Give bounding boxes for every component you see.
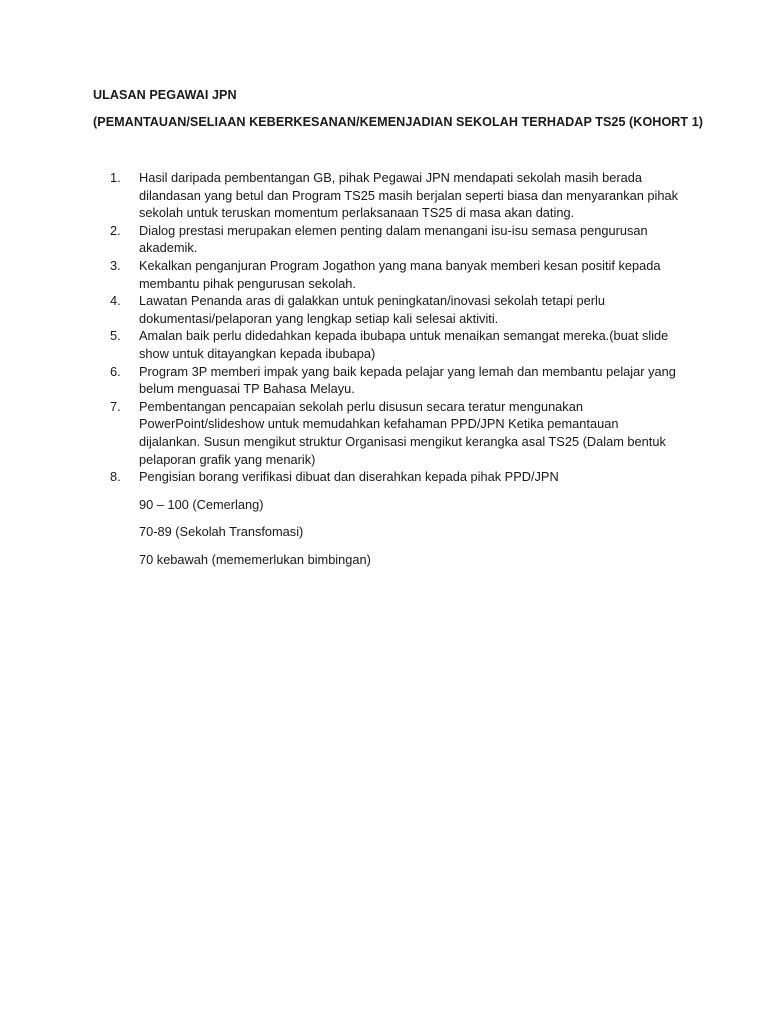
list-item-text: Pembentangan pencapaian sekolah perlu disusun secara teratur mengunakan PowerPoint/slideshow untuk memudahkan kefahaman PPD/JPN Ketika pemantauan dijalankan. Susun mengikut struktur Organisasi mengikut kerangka asal TS25 (Dalam bentuk pelaporan grafik yang menarik) bbox=[139, 398, 666, 467]
list-item bbox=[110, 398, 680, 468]
list-item bbox=[110, 327, 680, 362]
list-item-number: 3. bbox=[110, 257, 121, 273]
list-item-number: 5. bbox=[110, 328, 121, 344]
score-band-guidance: 70 kebawah (mememerlukan bimbingan) bbox=[139, 552, 371, 567]
document-title: ULASAN PEGAWAI JPN bbox=[93, 88, 237, 102]
list-item-text: Amalan baik perlu didedahkan kepada ibubapa untuk menaikan semangat mereka.(buat slide show untuk ditayangkan kepada ibubapa) bbox=[139, 328, 669, 361]
list-item-text: Lawatan Penanda aras di galakkan untuk peningkatan/inovasi sekolah tetapi perlu dokumentasi/pelaporan yang lengkap setiap kali selesai aktiviti. bbox=[139, 293, 605, 326]
list-item-text: Kekalkan penganjuran Program Jogathon yang mana banyak memberi kesan positif kepada membantu pihak pengurusan sekolah. bbox=[139, 257, 661, 291]
list-item-text: Hasil daripada pembentangan GB, pihak Pegawai JPN mendapati sekolah masih berada dilandasan yang betul dan Program TS25 masih berjalan seperti biasa dan menyarankan pihak sekolah untuk teruskan momentum perlaksanaan TS25 di masa akan dating. bbox=[139, 170, 678, 221]
document-subtitle: (PEMANTAUAN/SELIAAN KEBERKESANAN/KEMENJADIAN SEKOLAH TERHADAP TS25 (KOHORT 1) bbox=[93, 115, 704, 129]
list-item-number: 1. bbox=[110, 170, 121, 185]
list-item bbox=[110, 257, 680, 292]
list-item-number: 6. bbox=[110, 363, 121, 379]
list-item bbox=[110, 169, 680, 222]
list-item bbox=[110, 292, 680, 327]
list-item-number: 7. bbox=[110, 398, 121, 414]
list-item bbox=[110, 363, 680, 398]
list-item bbox=[110, 222, 680, 257]
list-item-text: Dialog prestasi merupakan elemen penting dalam menangani isu-isu semasa pengurusan akademik. bbox=[139, 222, 648, 256]
score-band-transformation: 70-89 (Sekolah Transfomasi) bbox=[139, 524, 304, 539]
list-item-text: Program 3P memberi impak yang baik kepada pelajar yang lemah dan membantu pelajar yang belum menguasai TP Bahasa Melayu. bbox=[139, 363, 676, 397]
review-list bbox=[110, 169, 680, 486]
list-item-number: 8. bbox=[110, 469, 121, 485]
score-band-excellent: 90 – 100 (Cemerlang) bbox=[139, 497, 264, 512]
list-item bbox=[110, 468, 680, 486]
list-item-number: 4. bbox=[110, 293, 121, 309]
list-item-number: 2. bbox=[110, 222, 121, 238]
list-item-text: Pengisian borang verifikasi dibuat dan diserahkan kepada pihak PPD/JPN bbox=[139, 469, 559, 485]
